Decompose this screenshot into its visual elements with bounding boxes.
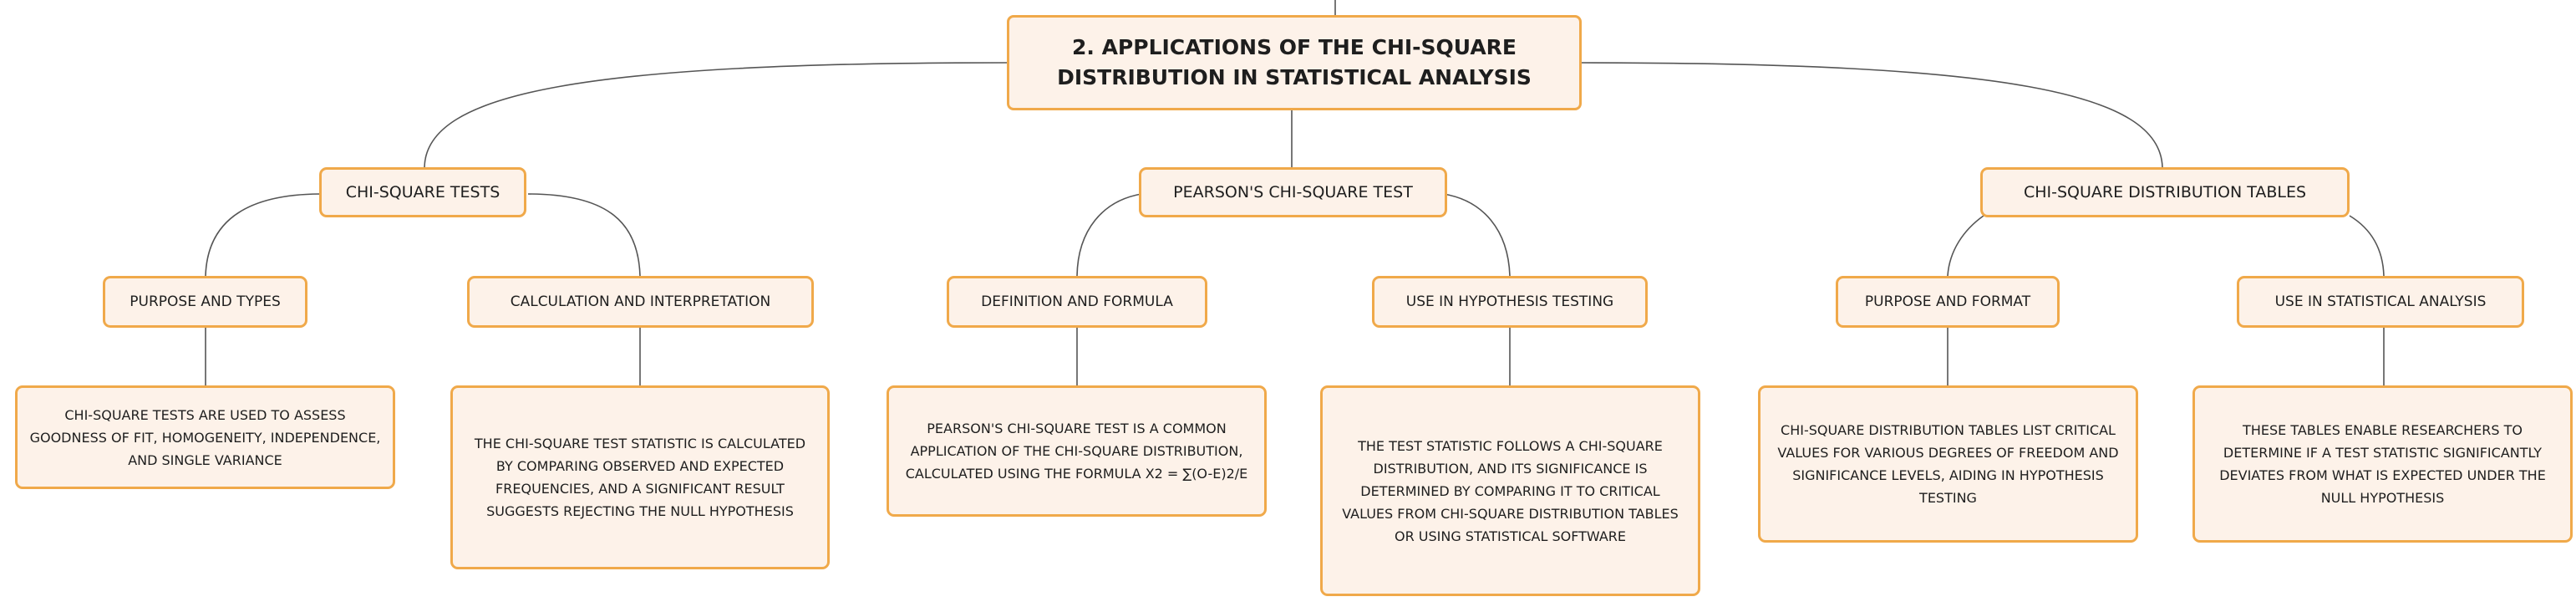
connector-root-chi-square-tests [424,63,1007,167]
detail-text: CHI-SQUARE DISTRIBUTION TABLES LIST CRITICAL VALUES FOR VARIOUS DEGREES OF FREEDOM AND SIGNIFICANCE LEVELS, AIDING IN HYPOTHESIS TESTING [1777,422,2119,506]
branch-label: PEARSON'S CHI-SQUARE TEST [1173,183,1413,201]
topic-purpose-and-types[interactable] [103,276,307,328]
connector-tables-purpose [1948,216,1984,276]
topic-label: PURPOSE AND FORMAT [1864,293,2031,310]
detail-text: THE CHI-SQUARE TEST STATISTIC IS CALCULATED BY COMPARING OBSERVED AND EXPECTED FREQUENCIES, AND A SIGNIFICANT RESULT SUGGESTS REJECTING THE NULL HYPOTHESIS [474,436,806,519]
branch-label: CHI-SQUARE DISTRIBUTION TABLES [2023,183,2307,201]
connector-root-tables [1578,63,2162,167]
topic-calculation-and-interpretation[interactable] [467,276,814,328]
detail-definition-and-formula[interactable] [887,385,1267,517]
branch-chi-square-distribution-tables[interactable] [1980,167,2350,217]
detail-use-in-statistical-analysis[interactable] [2192,385,2573,543]
connector-tables-use [2350,216,2384,276]
detail-text: CHI-SQUARE TESTS ARE USED TO ASSESS GOODNESS OF FIT, HOMOGENEITY, INDEPENDENCE, AND SINGLE VARIANCE [29,406,381,468]
topic-label: USE IN HYPOTHESIS TESTING [1405,293,1614,310]
topic-definition-and-formula[interactable] [947,276,1207,328]
connector-tests-purpose [206,194,322,276]
detail-purpose-and-format[interactable] [1758,385,2138,543]
topic-label: CALCULATION AND INTERPRETATION [510,293,771,310]
connector-tests-calculation [528,194,640,276]
branch-pearsons-chi-square-test[interactable] [1139,167,1447,217]
topic-label: PURPOSE AND TYPES [130,293,281,310]
branch-label: CHI-SQUARE TESTS [345,183,500,201]
topic-purpose-and-format[interactable] [1836,276,2060,328]
root-topic[interactable] [1007,15,1582,110]
topic-label: DEFINITION AND FORMULA [981,293,1173,310]
detail-calculation-and-interpretation[interactable] [450,385,830,569]
detail-text: THESE TABLES ENABLE RESEARCHERS TO DETERMINE IF A TEST STATISTIC SIGNIFICANTLY DEVIATES FROM WHAT IS EXPECTED UNDER THE NULL HYPOTHESIS [2219,422,2546,506]
topic-label: USE IN STATISTICAL ANALYSIS [2274,293,2487,310]
topic-use-in-statistical-analysis[interactable] [2237,276,2524,328]
connector-pearson-hypothesis [1444,194,1510,276]
topic-use-in-hypothesis-testing[interactable] [1372,276,1648,328]
detail-purpose-and-types[interactable] [15,385,395,489]
root-topic-label: 2. APPLICATIONS OF THE CHI-SQUARE DISTRIBUTION IN STATISTICAL ANALYSIS [1057,35,1532,89]
detail-text: PEARSON'S CHI-SQUARE TEST IS A COMMON APPLICATION OF THE CHI-SQUARE DISTRIBUTION, CALCULATED USING THE FORMULA Χ2 = ∑(O-E)2/E [905,421,1248,482]
connector-pearson-definition [1077,194,1141,276]
branch-chi-square-tests[interactable] [319,167,526,217]
detail-text: THE TEST STATISTIC FOLLOWS A CHI-SQUARE DISTRIBUTION, AND ITS SIGNIFICANCE IS DETERMINED BY COMPARING IT TO CRITICAL VALUES FROM CHI-SQUARE DISTRIBUTION TABLES OR USING STATISTICAL SOFTWARE [1342,437,1679,544]
detail-use-in-hypothesis-testing[interactable] [1320,385,1700,596]
